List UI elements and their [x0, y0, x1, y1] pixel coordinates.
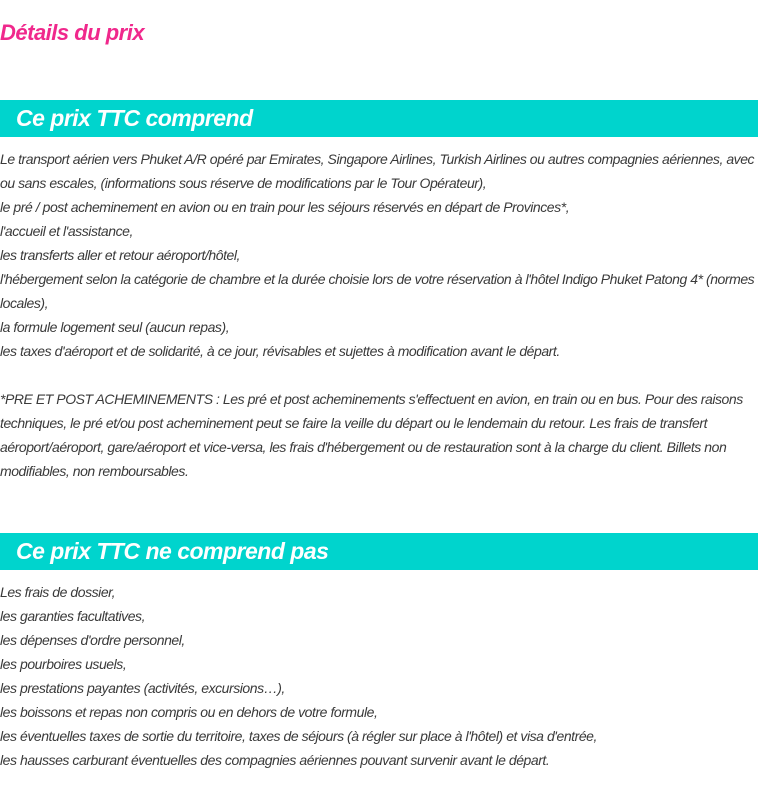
list-item: les prestations payantes (activités, excursions…),	[0, 680, 285, 696]
list-item: Le transport aérien vers Phuket A/R opéré par Emirates, Singapore Airlines, Turkish Airlines ou autres compagnies aériennes, avec ou sans escales, (informations sous réserve de modifications par le Tour Opérateur),	[0, 151, 755, 191]
list-item: les dépenses d'ordre personnel,	[0, 632, 185, 648]
list-item: les pourboires usuels,	[0, 656, 127, 672]
list-item: l'hébergement selon la catégorie de chambre et la durée choisie lors de votre réservation à l'hôtel Indigo Phuket Patong 4* (normes locales),	[0, 271, 755, 311]
excluded-heading: Ce prix TTC ne comprend pas	[0, 533, 758, 570]
list-item: les taxes d'aéroport et de solidarité, à ce jour, révisables et sujettes à modification avant le départ.	[0, 343, 560, 359]
acheminement-note: *PRE ET POST ACHEMINEMENTS : Les pré et post acheminements s'effectuent en avion, en train ou en bus. Pour des raisons techniques, le pré et/ou post acheminement peut se faire la veille du départ ou le lendemain du retour. Les frais de transfert aéroport/aéroport, gare/aéroport et vice-versa, les frais d'hébergement ou de restauration sont à la charge du client. Billets non modifiables, non remboursables.	[0, 391, 743, 479]
list-item: l'accueil et l'assistance,	[0, 223, 133, 239]
excluded-list	[0, 580, 758, 772]
list-item: les hausses carburant éventuelles des compagnies aériennes pouvant survenir avant le départ.	[0, 752, 550, 768]
list-item: les éventuelles taxes de sortie du territoire, taxes de séjours (à régler sur place à l'hôtel) et visa d'entrée,	[0, 728, 597, 744]
list-item: la formule logement seul (aucun repas),	[0, 319, 230, 335]
included-heading: Ce prix TTC comprend	[0, 100, 758, 137]
included-list	[0, 147, 758, 483]
list-item: les garanties facultatives,	[0, 608, 146, 624]
list-item: le pré / post acheminement en avion ou en train pour les séjours réservés en départ de Provinces*,	[0, 199, 570, 215]
list-item: Les frais de dossier,	[0, 584, 116, 600]
list-item: les transferts aller et retour aéroport/hôtel,	[0, 247, 240, 263]
page-title: Détails du prix	[0, 20, 145, 45]
list-item: les boissons et repas non compris ou en dehors de votre formule,	[0, 704, 378, 720]
